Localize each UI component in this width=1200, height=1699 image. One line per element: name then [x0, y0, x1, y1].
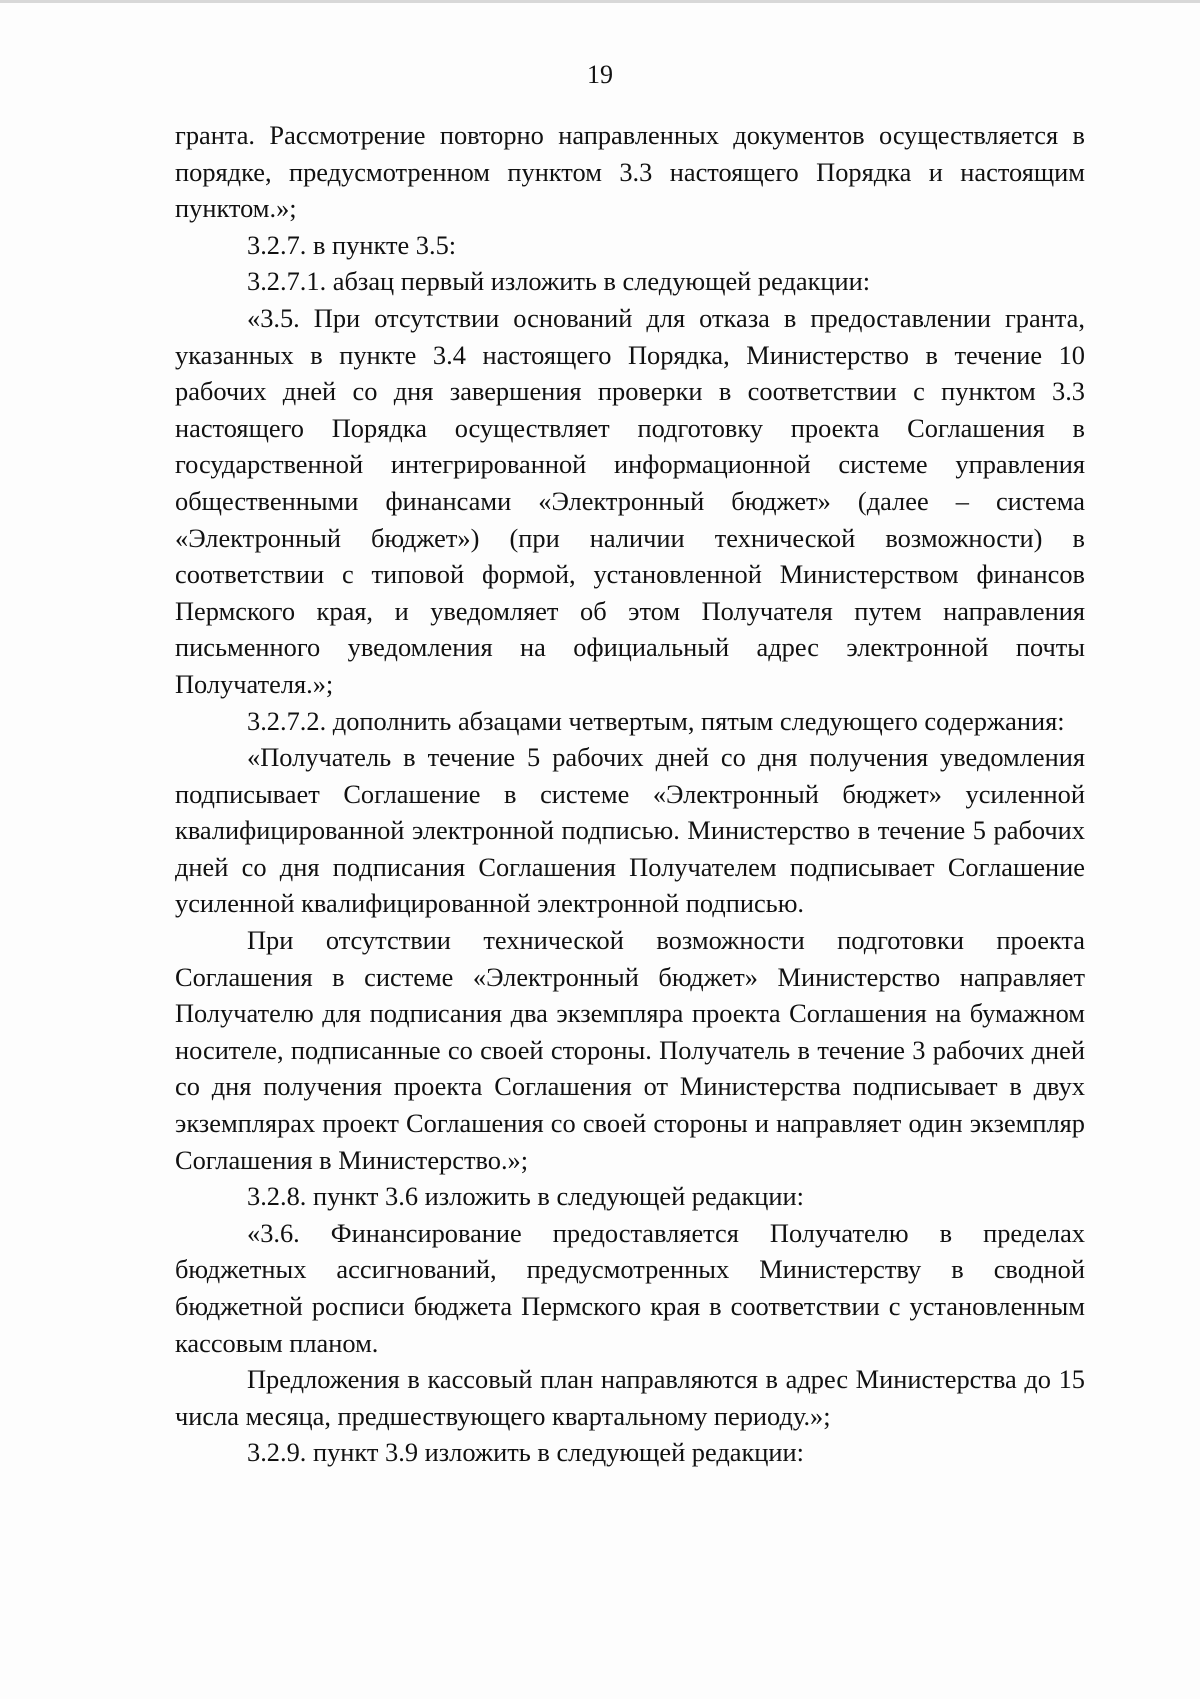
document-body — [175, 117, 1085, 1471]
paragraph-item-3-2-7-2: 3.2.7.2. дополнить абзацами четвертым, пятым следующего содержания: — [247, 705, 1065, 736]
paragraph-cash-plan: Предложения в кассовый план направляются в адрес Министерства до 15 числа месяца, предшествующего квартальному периоду.»; — [175, 1364, 1085, 1431]
paragraph-paper-signing: При отсутствии технической возможности подготовки проекта Соглашения в системе «Электронный бюджет» Министерство направляет Получателю для подписания два экземпляра проекта Соглашения на бумажном носителе, подписанные со своей стороны. Получатель в течение 3 рабочих дней со дня получения проекта Соглашения от Министерства подписывает в двух экземплярах проект Соглашения со своей стороны и направляет один экземпляр Соглашения в Министерство.»; — [175, 925, 1085, 1175]
paragraph-recipient-signing: «Получатель в течение 5 рабочих дней со дня получения уведомления подписывает Соглашение в системе «Электронный бюджет» усиленной квалифицированной электронной подписью. Министерство в течение 5 рабочих дней со дня подписания Соглашения Получателем подписывает Соглашение усиленной квалифицированной электронной подписью. — [175, 742, 1085, 919]
scan-edge — [0, 0, 1200, 3]
paragraph-continuation: гранта. Рассмотрение повторно направленных документов осуществляется в порядке, предусмотренном пунктом 3.3 настоящего Порядка и настоящим пунктом.»; — [175, 120, 1085, 224]
paragraph-quote-3-5: «3.5. При отсутствии оснований для отказа в предоставлении гранта, указанных в пункте 3.4 настоящего Порядка, Министерство в течение 10 рабочих дней со дня завершения проверки в соответствии с пунктом 3.3 настоящего Порядка осуществляет подготовку проекта Соглашения в государственной интегрированной информационной системе управления общественными финансами «Электронный бюджет» (далее – система «Электронный бюджет») (при наличии технической возможности) в соответствии с типовой формой, установленной Министерством финансов Пермского края, и уведомляет об этом Получателя путем направления письменного уведомления на официальный адрес электронной почты Получателя.»; — [175, 302, 1085, 699]
paragraph-item-3-2-9: 3.2.9. пункт 3.9 изложить в следующей редакции: — [247, 1437, 805, 1468]
paragraph-item-3-2-7: 3.2.7. в пункте 3.5: — [247, 229, 457, 260]
paragraph-item-3-2-8: 3.2.8. пункт 3.6 изложить в следующей редакции: — [247, 1181, 805, 1212]
page-number: 19 — [587, 60, 613, 89]
paragraph-quote-3-6: «3.6. Финансирование предоставляется Получателю в пределах бюджетных ассигнований, предусмотренных Министерству в сводной бюджетной росписи бюджета Пермского края в соответствии с установленным кассовым планом. — [175, 1217, 1085, 1358]
paragraph-item-3-2-7-1: 3.2.7.1. абзац первый изложить в следующей редакции: — [247, 266, 871, 297]
